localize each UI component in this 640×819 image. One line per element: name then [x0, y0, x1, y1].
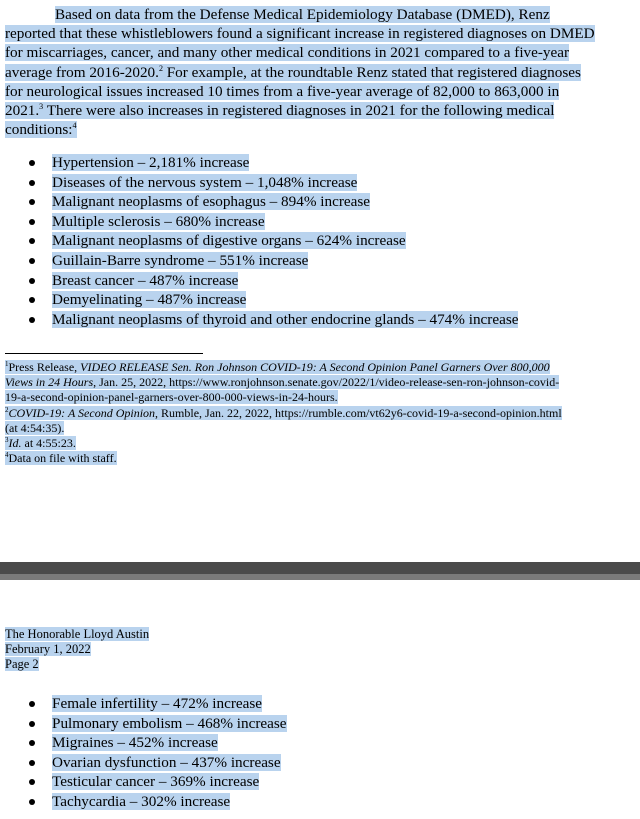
page-separator [0, 562, 640, 574]
footnote-number: 3 [5, 436, 9, 445]
bullet-icon [29, 219, 35, 225]
footnote-title: COVID-19: A Second Opinion [8, 405, 156, 420]
bullet-icon [29, 779, 35, 785]
addressee: The Honorable Lloyd Austin [5, 627, 150, 641]
document-page-2 [0, 580, 640, 819]
paragraph-line: for miscarriages, cancer, and many other medical conditions in 2021 compared to a five-year [5, 44, 570, 62]
footnote-ref[interactable]: 4 [72, 121, 77, 131]
bullet-icon [29, 258, 35, 264]
footnote-number: 1 [5, 360, 9, 368]
bullet-icon [29, 199, 35, 205]
footnote-link[interactable]: , Jan. 25, 2022, https://www.ronjohnson.senate.gov/2022/1/video-release-sen-ron-johnson-covid- [93, 375, 560, 390]
list-item: Multiple sclerosis – 680% increase [0, 212, 518, 232]
paragraph-line: reported that these whistleblowers found a significant increase in registered diagnoses on DMED [5, 25, 595, 43]
paragraph-line: for neurological issues increased 10 times from a five-year average of 82,000 to 863,000 in [5, 82, 560, 100]
bullet-icon [29, 278, 35, 284]
paragraph-line: For example, at the roundtable Renz stated that registered diagnoses [162, 63, 581, 81]
bullet-icon [29, 238, 35, 244]
list-item: Tachycardia – 302% increase [0, 792, 287, 812]
list-item: Pulmonary embolism – 468% increase [0, 714, 287, 734]
list-item: Malignant neoplasms of digestive organs – 624% increase [0, 231, 518, 251]
conditions-list [0, 694, 287, 812]
paragraph-line: 2021. [5, 102, 40, 120]
conditions-list [0, 153, 518, 329]
footnote-text: at 4:55:23. [21, 436, 76, 451]
body-paragraph [5, 5, 630, 139]
paragraph-line: There were also increases in registered diagnoses in 2021 for the following medical [43, 102, 555, 120]
footnote-ref[interactable]: 2 [158, 63, 163, 73]
list-item: Diseases of the nervous system – 1,048% increase [0, 173, 518, 193]
footnote-text: Press Release, [8, 360, 81, 374]
bullet-icon [29, 721, 35, 727]
footnote-divider [5, 353, 203, 354]
bullet-icon [29, 799, 35, 805]
list-item: Testicular cancer – 369% increase [0, 772, 287, 792]
footnote-title: VIDEO RELEASE Sen. Ron Johnson COVID-19: A Second Opinion Panel Garners Over 800,000 [80, 360, 550, 374]
footnote-text: (at 4:54:35). [5, 420, 65, 435]
list-item: Hypertension – 2,181% increase [0, 153, 518, 173]
footnotes [5, 360, 635, 466]
footnote-link[interactable]: , Rumble, Jan. 22, 2022, https://rumble.com/vt62y6-covid-19-a-second-opinion.html [155, 405, 562, 420]
footnote-text: Data on file with staff. [8, 451, 117, 466]
bullet-icon [29, 701, 35, 707]
bullet-icon [29, 180, 35, 186]
list-item: Ovarian dysfunction – 437% increase [0, 753, 287, 773]
footnote-title: Id. [8, 436, 22, 451]
footnote-ref[interactable]: 3 [39, 101, 44, 111]
bullet-icon [29, 760, 35, 766]
footnote-number: 4 [5, 451, 9, 460]
bullet-icon [29, 160, 35, 166]
list-item: Guillain-Barre syndrome – 551% increase [0, 251, 518, 271]
bullet-icon [29, 297, 35, 303]
bullet-icon [29, 740, 35, 746]
list-item: Malignant neoplasms of thyroid and other endocrine glands – 474% increase [0, 310, 518, 330]
footnote-link[interactable]: 19-a-second-opinion-panel-garners-over-800-000-views-in-24-hours. [5, 390, 338, 405]
list-item: Breast cancer – 487% increase [0, 271, 518, 291]
paragraph-line: average from 2016-2020. [5, 63, 159, 81]
list-item: Demyelinating – 487% increase [0, 290, 518, 310]
list-item: Female infertility – 472% increase [0, 694, 287, 714]
list-item: Malignant neoplasms of esophagus – 894% increase [0, 192, 518, 212]
footnote-number: 2 [5, 405, 9, 414]
letter-header [5, 627, 149, 673]
list-item: Migraines – 452% increase [0, 733, 287, 753]
paragraph-line: Based on data from the Defense Medical Epidemiology Database (DMED), Renz [55, 6, 550, 23]
page-label: Page 2 [5, 657, 39, 672]
footnote-title: Views in 24 Hours [5, 375, 94, 390]
bullet-icon [29, 317, 35, 323]
paragraph-line: conditions: [5, 121, 73, 139]
letter-date: February 1, 2022 [5, 642, 91, 657]
